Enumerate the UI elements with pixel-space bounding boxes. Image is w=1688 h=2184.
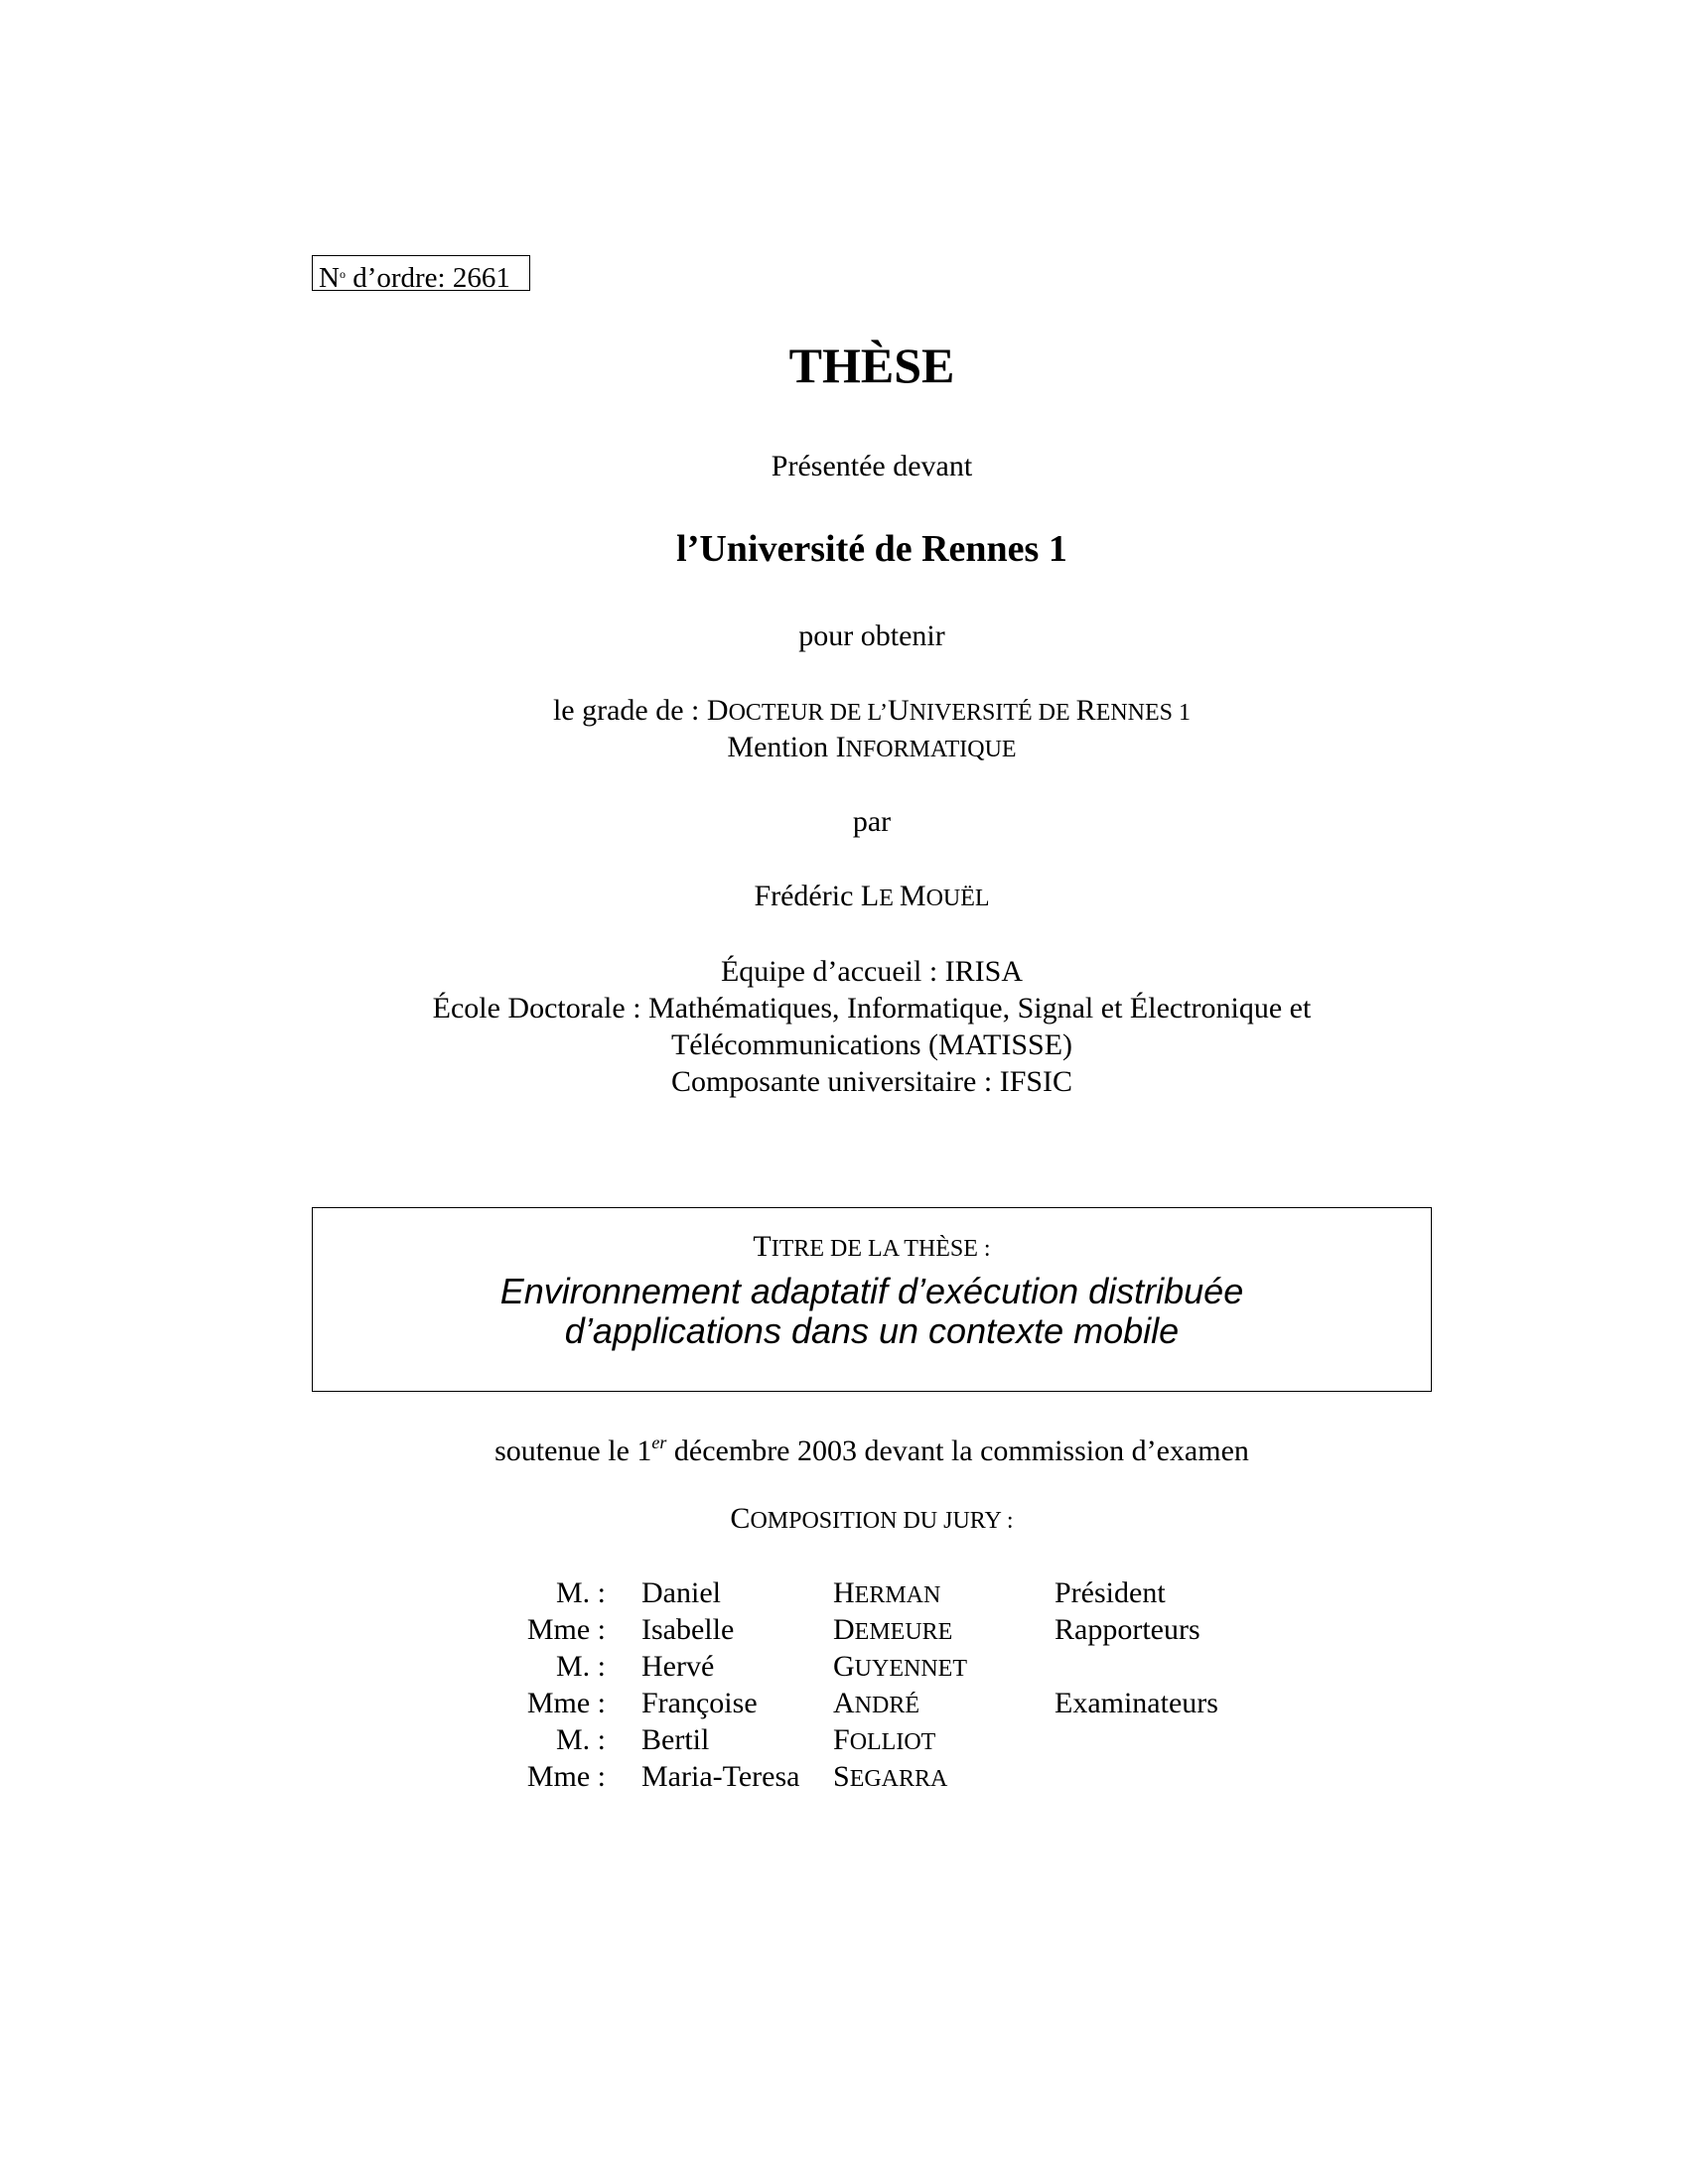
- jury-civ: Mme :: [526, 1760, 606, 1793]
- par: par: [852, 805, 892, 838]
- jury-last-initial: A: [833, 1687, 855, 1719]
- author-e: E: [879, 886, 900, 911]
- author-l: L: [860, 880, 880, 912]
- author-name: [0, 878, 1688, 917]
- jury-civ: Mme :: [526, 1613, 606, 1646]
- mention-i: I: [835, 731, 846, 763]
- author-ouel: OUËL: [925, 886, 990, 911]
- grade-u: U: [888, 694, 910, 727]
- jury-civ: M. :: [555, 1576, 606, 1609]
- composition-rest: OMPOSITION DU JURY :: [750, 1508, 1014, 1534]
- ordre-text: d’ordre: 2661: [345, 262, 510, 294]
- jury-last-name: [833, 1574, 940, 1614]
- mention-prefix: Mention: [727, 731, 836, 763]
- jury-last-name: [833, 1758, 947, 1798]
- jury-last-rest: ERMAN: [854, 1582, 941, 1608]
- ordre-number-box: [312, 255, 530, 294]
- jury-first-name: Isabelle: [641, 1613, 735, 1646]
- jury-role: Président: [1055, 1576, 1166, 1609]
- jury-role: Rapporteurs: [1055, 1613, 1200, 1646]
- jury-last-rest: NDRÉ: [854, 1693, 920, 1718]
- soutenue-line: [0, 1425, 1688, 1469]
- ordre-prefix: N: [319, 262, 340, 294]
- grade-niversite: NIVERSITÉ DE: [909, 700, 1076, 726]
- jury-last-name: [833, 1611, 952, 1651]
- jury-last-name: [833, 1685, 919, 1724]
- ecole-doctorale-line1: École Doctorale : Mathématiques, Informatique, Signal et Électronique et: [432, 992, 1312, 1024]
- composante-universitaire: Composante universitaire : IFSIC: [670, 1065, 1073, 1098]
- ecole-doctorale-line2: Télécommunications (MATISSE): [670, 1028, 1073, 1061]
- jury-last-initial: G: [833, 1650, 855, 1683]
- jury-last-initial: H: [833, 1576, 855, 1609]
- jury-last-rest: OLLIOT: [849, 1729, 936, 1755]
- author-m: M: [899, 880, 926, 912]
- document-title: THÈSE: [788, 338, 955, 393]
- titre-t: T: [753, 1230, 772, 1263]
- thesis-title-box: [312, 1207, 1432, 1392]
- thesis-title-line1: Environnement adaptatif d’exécution distribuée: [499, 1271, 1244, 1311]
- universite-name: l’Université de Rennes 1: [676, 528, 1067, 570]
- mention-nformatique: NFORMATIQUE: [845, 737, 1017, 762]
- grade-r: R: [1075, 694, 1096, 727]
- jury-last-rest: EGARRA: [849, 1766, 948, 1792]
- jury-first-name: Daniel: [641, 1576, 721, 1609]
- grade-prefix: le grade de :: [552, 694, 707, 727]
- jury-first-name: Bertil: [641, 1723, 710, 1756]
- jury-last-rest: UYENNET: [854, 1656, 967, 1682]
- jury-civ: Mme :: [526, 1687, 606, 1719]
- composition-c: C: [730, 1502, 751, 1535]
- jury-last-name: [833, 1648, 967, 1688]
- soutenue-after: décembre 2003 devant la commission d’examen: [666, 1434, 1249, 1467]
- jury-last-initial: D: [833, 1613, 855, 1646]
- jury-last-name: [833, 1721, 935, 1761]
- thesis-title-line2: d’applications dans un contexte mobile: [564, 1310, 1180, 1351]
- presentee-devant: Présentée devant: [771, 450, 973, 482]
- grade-ennes: ENNES 1: [1095, 700, 1192, 726]
- pour-obtenir: pour obtenir: [798, 619, 945, 652]
- jury-last-rest: EMEURE: [854, 1619, 953, 1645]
- jury-civ: M. :: [555, 1723, 606, 1756]
- equipe-accueil: Équipe d’accueil : IRISA: [720, 955, 1024, 988]
- grade-line: [0, 692, 1688, 732]
- jury-first-name: Maria-Teresa: [641, 1760, 800, 1793]
- author-first: Frédéric: [754, 880, 861, 912]
- jury-last-initial: F: [833, 1723, 850, 1756]
- jury-first-name: Hervé: [641, 1650, 715, 1683]
- grade-d: D: [706, 694, 729, 727]
- thesis-title-label: [313, 1230, 1431, 1266]
- jury-civ: M. :: [555, 1650, 606, 1683]
- soutenue-sup: er: [651, 1433, 667, 1452]
- jury-first-name: Françoise: [641, 1687, 758, 1719]
- titre-rest: ITRE DE LA THÈSE :: [771, 1236, 991, 1262]
- mention-line: [0, 729, 1688, 768]
- jury-role: Examinateurs: [1055, 1687, 1218, 1719]
- ordre-sup: o: [339, 267, 346, 281]
- grade-octeur: OCTEUR DE L’: [728, 700, 889, 726]
- soutenue-before: soutenue le 1: [494, 1434, 652, 1467]
- composition-jury-heading: [0, 1500, 1688, 1540]
- jury-last-initial: S: [833, 1760, 850, 1793]
